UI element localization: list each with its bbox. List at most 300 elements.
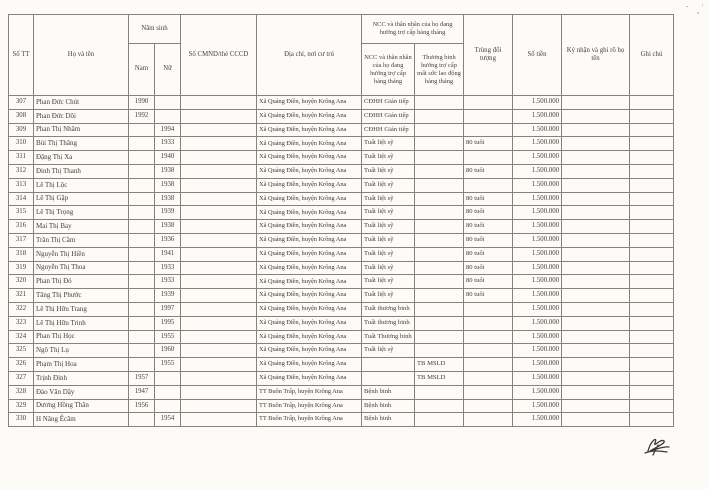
cell-cmnd (181, 385, 257, 399)
cell-trung: 80 tuổi (464, 192, 513, 206)
cell-name: Lê Thị Gặp (34, 192, 129, 206)
cell-ncc1: Tuất liệt sỹ (362, 247, 415, 261)
cell-trung (464, 178, 513, 192)
header-ncc-group: NCC và thân nhân của họ đang hưởng trợ cấp hàng tháng (362, 15, 464, 44)
header-birth-group: Năm sinh (129, 15, 181, 44)
signature-scribble (638, 433, 674, 461)
cell-ncc1: Tuất liệt sỹ (362, 233, 415, 247)
cell-nu: 1941 (155, 247, 181, 261)
cell-ncc2 (415, 206, 464, 220)
cell-trung (464, 330, 513, 344)
cell-trung: 80 tuổi (464, 275, 513, 289)
cell-kynhan (562, 206, 630, 220)
scan-noise-dot (411, 27, 414, 28)
cell-trung (464, 371, 513, 385)
cell-stt: 323 (9, 316, 34, 330)
cell-cmnd (181, 96, 257, 110)
table-row (9, 275, 674, 289)
cell-name: H Năng Êcăm (34, 413, 129, 427)
cell-nam (129, 123, 155, 137)
cell-address: Xã Quảng Điền, huyện Krông Ana (257, 220, 362, 234)
cell-ghichu (630, 220, 674, 234)
cell-trung (464, 96, 513, 110)
cell-stt: 329 (9, 399, 34, 413)
table-row (9, 178, 674, 192)
table-row (9, 289, 674, 303)
table-row (9, 261, 674, 275)
cell-ncc2 (415, 178, 464, 192)
cell-ncc2 (415, 289, 464, 303)
cell-stt: 322 (9, 302, 34, 316)
cell-trung: 80 tuổi (464, 233, 513, 247)
cell-ncc1: CĐHH Gián tiếp (362, 96, 415, 110)
cell-ncc1: CĐHH Gián tiếp (362, 123, 415, 137)
cell-address: Xã Quảng Điền, huyện Krông Ana (257, 151, 362, 165)
cell-ncc1: Tuất thương binh (362, 302, 415, 316)
cell-cmnd (181, 289, 257, 303)
table-row (9, 137, 674, 151)
cell-cmnd (181, 413, 257, 427)
cell-cmnd (181, 206, 257, 220)
cell-cmnd (181, 220, 257, 234)
cell-ncc2 (415, 220, 464, 234)
cell-cmnd (181, 371, 257, 385)
cell-name: Dương Hồng Thân (34, 399, 129, 413)
cell-kynhan (562, 289, 630, 303)
cell-cmnd (181, 233, 257, 247)
table-row (9, 247, 674, 261)
cell-kynhan (562, 109, 630, 123)
cell-sotien: 1.500.000 (513, 206, 562, 220)
cell-ghichu (630, 399, 674, 413)
cell-sotien: 1.500.000 (513, 96, 562, 110)
cell-ghichu (630, 164, 674, 178)
cell-address: Xã Quảng Điền, huyện Krông Ana (257, 316, 362, 330)
cell-cmnd (181, 330, 257, 344)
cell-name: Phan Đức Chút (34, 96, 129, 110)
cell-ghichu (630, 275, 674, 289)
cell-kynhan (562, 399, 630, 413)
cell-ghichu (630, 137, 674, 151)
cell-ncc1: Tuất liệt sỹ (362, 206, 415, 220)
cell-address: Xã Quảng Điền, huyện Krông Ana (257, 123, 362, 137)
cell-sotien: 1.500.000 (513, 220, 562, 234)
cell-trung (464, 123, 513, 137)
cell-trung (464, 302, 513, 316)
cell-trung (464, 385, 513, 399)
cell-address: Xã Quảng Điền, huyện Krông Ana (257, 192, 362, 206)
cell-nam (129, 275, 155, 289)
cell-ncc1: Tuất liệt sỹ (362, 261, 415, 275)
cell-ghichu (630, 233, 674, 247)
cell-kynhan (562, 344, 630, 358)
cell-ncc2 (415, 413, 464, 427)
header-sotien: Số tiền (513, 15, 562, 96)
cell-cmnd (181, 109, 257, 123)
header-ncc-sub1: NCC và thân nhân của họ đang hưởng trợ cấp hàng tháng (362, 44, 415, 96)
cell-name: Bùi Thị Thăng (34, 137, 129, 151)
cell-nu (155, 371, 181, 385)
cell-trung (464, 344, 513, 358)
cell-kynhan (562, 247, 630, 261)
cell-sotien: 1.500.000 (513, 399, 562, 413)
table-row (9, 399, 674, 413)
cell-nu: 1954 (155, 413, 181, 427)
header-ghichu: Ghi chú (630, 15, 674, 96)
cell-sotien: 1.500.000 (513, 247, 562, 261)
cell-kynhan (562, 96, 630, 110)
cell-kynhan (562, 316, 630, 330)
cell-address: Xã Quảng Điền, huyện Krông Ana (257, 344, 362, 358)
cell-stt: 326 (9, 358, 34, 372)
cell-cmnd (181, 192, 257, 206)
header-name: Họ và tên (34, 15, 129, 96)
scan-noise-dot (697, 12, 699, 14)
table-row (9, 330, 674, 344)
cell-kynhan (562, 358, 630, 372)
table-row (9, 192, 674, 206)
cell-nu: 1933 (155, 275, 181, 289)
cell-address: Xã Quảng Điền, huyện Krông Ana (257, 96, 362, 110)
cell-ncc2 (415, 151, 464, 165)
cell-trung (464, 399, 513, 413)
cell-name: Ngô Thị Lụ (34, 344, 129, 358)
table-row (9, 164, 674, 178)
cell-trung (464, 358, 513, 372)
cell-nu: 1936 (155, 233, 181, 247)
cell-stt: 311 (9, 151, 34, 165)
cell-address: Xã Quảng Điền, huyện Krông Ana (257, 275, 362, 289)
cell-cmnd (181, 302, 257, 316)
table-row (9, 109, 674, 123)
cell-nam (129, 178, 155, 192)
cell-sotien: 1.500.000 (513, 302, 562, 316)
header-trung: Trùng đối tượng (464, 15, 513, 96)
cell-ncc2 (415, 96, 464, 110)
cell-ncc2 (415, 164, 464, 178)
cell-nu: 1938 (155, 192, 181, 206)
cell-stt: 320 (9, 275, 34, 289)
cell-kynhan (562, 261, 630, 275)
cell-name: Nguyễn Thị Thoa (34, 261, 129, 275)
table-row (9, 344, 674, 358)
cell-name: Tăng Thị Phước (34, 289, 129, 303)
table-row (9, 151, 674, 165)
cell-stt: 328 (9, 385, 34, 399)
cell-nu: 1933 (155, 137, 181, 151)
cell-ghichu (630, 247, 674, 261)
cell-ncc1: Tuất liệt sỹ (362, 164, 415, 178)
cell-kynhan (562, 151, 630, 165)
cell-ncc1: CĐHH Gián tiếp (362, 109, 415, 123)
table-row (9, 316, 674, 330)
cell-ncc1 (362, 358, 415, 372)
cell-kynhan (562, 137, 630, 151)
cell-nam (129, 206, 155, 220)
cell-stt: 310 (9, 137, 34, 151)
table-row (9, 220, 674, 234)
table-row (9, 123, 674, 137)
cell-nam (129, 344, 155, 358)
cell-ncc1: Tuất thương binh (362, 316, 415, 330)
table-row (9, 302, 674, 316)
cell-stt: 312 (9, 164, 34, 178)
cell-stt: 309 (9, 123, 34, 137)
cell-ncc2 (415, 330, 464, 344)
header-cmnd: Số CMND/thẻ CCCD (181, 15, 257, 96)
cell-address: Xã Quảng Điền, huyện Krông Ana (257, 371, 362, 385)
cell-nam (129, 330, 155, 344)
cell-sotien: 1.500.000 (513, 137, 562, 151)
cell-trung: 80 tuổi (464, 220, 513, 234)
cell-ncc2: TB MSLD (415, 358, 464, 372)
cell-sotien: 1.500.000 (513, 164, 562, 178)
cell-address: Xã Quảng Điền, huyện Krông Ana (257, 330, 362, 344)
cell-nam: 1990 (129, 96, 155, 110)
cell-stt: 317 (9, 233, 34, 247)
cell-name: Trần Thị Cầm (34, 233, 129, 247)
cell-nu: 1955 (155, 330, 181, 344)
cell-trung: 80 tuổi (464, 206, 513, 220)
cell-ghichu (630, 109, 674, 123)
beneficiary-table (8, 14, 674, 427)
cell-nam (129, 289, 155, 303)
cell-nam (129, 316, 155, 330)
cell-ghichu (630, 151, 674, 165)
cell-ghichu (630, 413, 674, 427)
cell-ncc1: Tuất liệt sỹ (362, 275, 415, 289)
cell-name: Lê Thị Hữu Trinh (34, 316, 129, 330)
cell-sotien: 1.500.000 (513, 330, 562, 344)
cell-trung (464, 109, 513, 123)
cell-ncc1: Bệnh binh (362, 385, 415, 399)
header-stt: Số TT (9, 15, 34, 96)
cell-trung: 80 tuổi (464, 137, 513, 151)
cell-cmnd (181, 164, 257, 178)
cell-ncc2 (415, 192, 464, 206)
cell-name: Đào Văn Dậy (34, 385, 129, 399)
cell-ghichu (630, 302, 674, 316)
cell-nu: 1997 (155, 302, 181, 316)
cell-nu: 1933 (155, 261, 181, 275)
cell-ghichu (630, 358, 674, 372)
cell-nam (129, 261, 155, 275)
table-row (9, 385, 674, 399)
cell-sotien: 1.500.000 (513, 192, 562, 206)
cell-address: Xã Quảng Điền, huyện Krông Ana (257, 302, 362, 316)
cell-sotien: 1.500.000 (513, 275, 562, 289)
cell-stt: 318 (9, 247, 34, 261)
cell-address: Xã Quảng Điền, huyện Krông Ana (257, 247, 362, 261)
cell-stt: 315 (9, 206, 34, 220)
cell-name: Lê Thị Lộc (34, 178, 129, 192)
cell-ncc1 (362, 371, 415, 385)
cell-cmnd (181, 261, 257, 275)
cell-nam: 1992 (129, 109, 155, 123)
cell-kynhan (562, 385, 630, 399)
cell-kynhan (562, 123, 630, 137)
cell-address: Xã Quảng Điền, huyện Krông Ana (257, 206, 362, 220)
cell-nu: 1938 (155, 164, 181, 178)
cell-nu: 1939 (155, 206, 181, 220)
cell-ncc2 (415, 123, 464, 137)
cell-sotien: 1.500.000 (513, 344, 562, 358)
header-ncc-sub2: Thương binh hưởng trợ cấp mất sức lao động hàng tháng (415, 44, 464, 96)
cell-ncc2 (415, 344, 464, 358)
cell-ncc2 (415, 137, 464, 151)
cell-ncc1: Tuất liệt sỹ (362, 192, 415, 206)
cell-address: Xã Quảng Điền, huyện Krông Ana (257, 358, 362, 372)
cell-kynhan (562, 413, 630, 427)
scan-noise-dot (702, 4, 703, 6)
cell-sotien: 1.500.000 (513, 151, 562, 165)
cell-nam: 1956 (129, 399, 155, 413)
cell-cmnd (181, 344, 257, 358)
table-row (9, 206, 674, 220)
cell-ghichu (630, 344, 674, 358)
cell-cmnd (181, 275, 257, 289)
cell-ncc2: TB MSLD (415, 371, 464, 385)
cell-ncc2 (415, 247, 464, 261)
cell-name: Lê Thị Trọng (34, 206, 129, 220)
cell-stt: 316 (9, 220, 34, 234)
cell-kynhan (562, 275, 630, 289)
cell-stt: 314 (9, 192, 34, 206)
cell-ncc1: Bệnh binh (362, 399, 415, 413)
cell-kynhan (562, 164, 630, 178)
cell-address: TT Buôn Trấp, huyện Krông Ana (257, 385, 362, 399)
cell-nam (129, 164, 155, 178)
cell-nam (129, 220, 155, 234)
cell-sotien: 1.500.000 (513, 233, 562, 247)
cell-nu: 1995 (155, 316, 181, 330)
cell-cmnd (181, 123, 257, 137)
cell-nam (129, 413, 155, 427)
cell-stt: 319 (9, 261, 34, 275)
cell-address: Xã Quảng Điền, huyện Krông Ana (257, 261, 362, 275)
cell-ncc1: Tuất liệt sỹ (362, 137, 415, 151)
cell-ncc1: Tuất liệt sỹ (362, 178, 415, 192)
cell-name: Phan Đức Dôi (34, 109, 129, 123)
cell-cmnd (181, 178, 257, 192)
table-row (9, 96, 674, 110)
cell-address: Xã Quảng Điền, huyện Krông Ana (257, 289, 362, 303)
cell-ghichu (630, 330, 674, 344)
cell-nam (129, 358, 155, 372)
cell-sotien: 1.500.000 (513, 316, 562, 330)
cell-sotien: 1.500.000 (513, 123, 562, 137)
table-row (9, 233, 674, 247)
cell-name: Mai Thị Bay (34, 220, 129, 234)
cell-kynhan (562, 233, 630, 247)
cell-cmnd (181, 399, 257, 413)
cell-ncc1: Tuất liệt sỹ (362, 289, 415, 303)
cell-address: Xã Quảng Điền, huyện Krông Ana (257, 178, 362, 192)
cell-ncc2 (415, 233, 464, 247)
cell-ghichu (630, 123, 674, 137)
cell-name: Phan Thị Học (34, 330, 129, 344)
cell-ncc1: Tuất liệt sỹ (362, 151, 415, 165)
scan-noise-dot (686, 6, 688, 7)
cell-nu (155, 385, 181, 399)
cell-cmnd (181, 137, 257, 151)
cell-sotien: 1.500.000 (513, 109, 562, 123)
cell-stt: 327 (9, 371, 34, 385)
cell-nam (129, 247, 155, 261)
header-nam: Nam (129, 44, 155, 96)
table-row (9, 371, 674, 385)
cell-nam: 1947 (129, 385, 155, 399)
cell-ncc2 (415, 261, 464, 275)
cell-trung (464, 316, 513, 330)
header-address: Địa chỉ, nơi cư trú (257, 15, 362, 96)
cell-stt: 308 (9, 109, 34, 123)
cell-ncc2 (415, 399, 464, 413)
cell-nu: 1940 (155, 151, 181, 165)
cell-kynhan (562, 330, 630, 344)
table-row (9, 413, 674, 427)
cell-nu: 1955 (155, 358, 181, 372)
cell-sotien: 1.500.000 (513, 358, 562, 372)
cell-kynhan (562, 192, 630, 206)
cell-address: Xã Quảng Điền, huyện Krông Ana (257, 137, 362, 151)
cell-cmnd (181, 247, 257, 261)
cell-stt: 330 (9, 413, 34, 427)
cell-trung: 80 tuổi (464, 247, 513, 261)
cell-ncc2 (415, 275, 464, 289)
cell-ncc2 (415, 302, 464, 316)
cell-nam (129, 192, 155, 206)
table-header (9, 15, 674, 96)
cell-stt: 313 (9, 178, 34, 192)
cell-nam (129, 151, 155, 165)
cell-address: Xã Quảng Điền, huyện Krông Ana (257, 109, 362, 123)
cell-nam: 1957 (129, 371, 155, 385)
cell-ghichu (630, 289, 674, 303)
cell-cmnd (181, 358, 257, 372)
cell-sotien: 1.500.000 (513, 371, 562, 385)
cell-ghichu (630, 96, 674, 110)
cell-ncc1: Tuất Thương binh (362, 330, 415, 344)
cell-ghichu (630, 371, 674, 385)
cell-nu (155, 109, 181, 123)
cell-trung: 80 tuổi (464, 164, 513, 178)
cell-trung (464, 413, 513, 427)
cell-ncc2 (415, 316, 464, 330)
cell-name: Đinh Thị Thanh (34, 164, 129, 178)
cell-name: Phạm Thị Hoa (34, 358, 129, 372)
cell-name: Đặng Thị Xa (34, 151, 129, 165)
cell-address: TT Buôn Trấp, huyện Krông Ana (257, 399, 362, 413)
cell-trung: 80 tuổi (464, 261, 513, 275)
table-row (9, 358, 674, 372)
cell-sotien: 1.500.000 (513, 385, 562, 399)
cell-sotien: 1.500.000 (513, 178, 562, 192)
cell-ncc1: Tuất liệt sỹ (362, 344, 415, 358)
cell-sotien: 1.500.000 (513, 289, 562, 303)
cell-nu (155, 399, 181, 413)
cell-nu: 1938 (155, 220, 181, 234)
cell-nu: 1960 (155, 344, 181, 358)
cell-trung: 80 tuổi (464, 289, 513, 303)
cell-kynhan (562, 371, 630, 385)
cell-trung (464, 151, 513, 165)
cell-ghichu (630, 192, 674, 206)
cell-ghichu (630, 385, 674, 399)
header-kynhan: Ký nhận và ghi rõ họ tên (562, 15, 630, 96)
header-nu: Nữ (155, 44, 181, 96)
cell-name: Nguyễn Thị Hiền (34, 247, 129, 261)
